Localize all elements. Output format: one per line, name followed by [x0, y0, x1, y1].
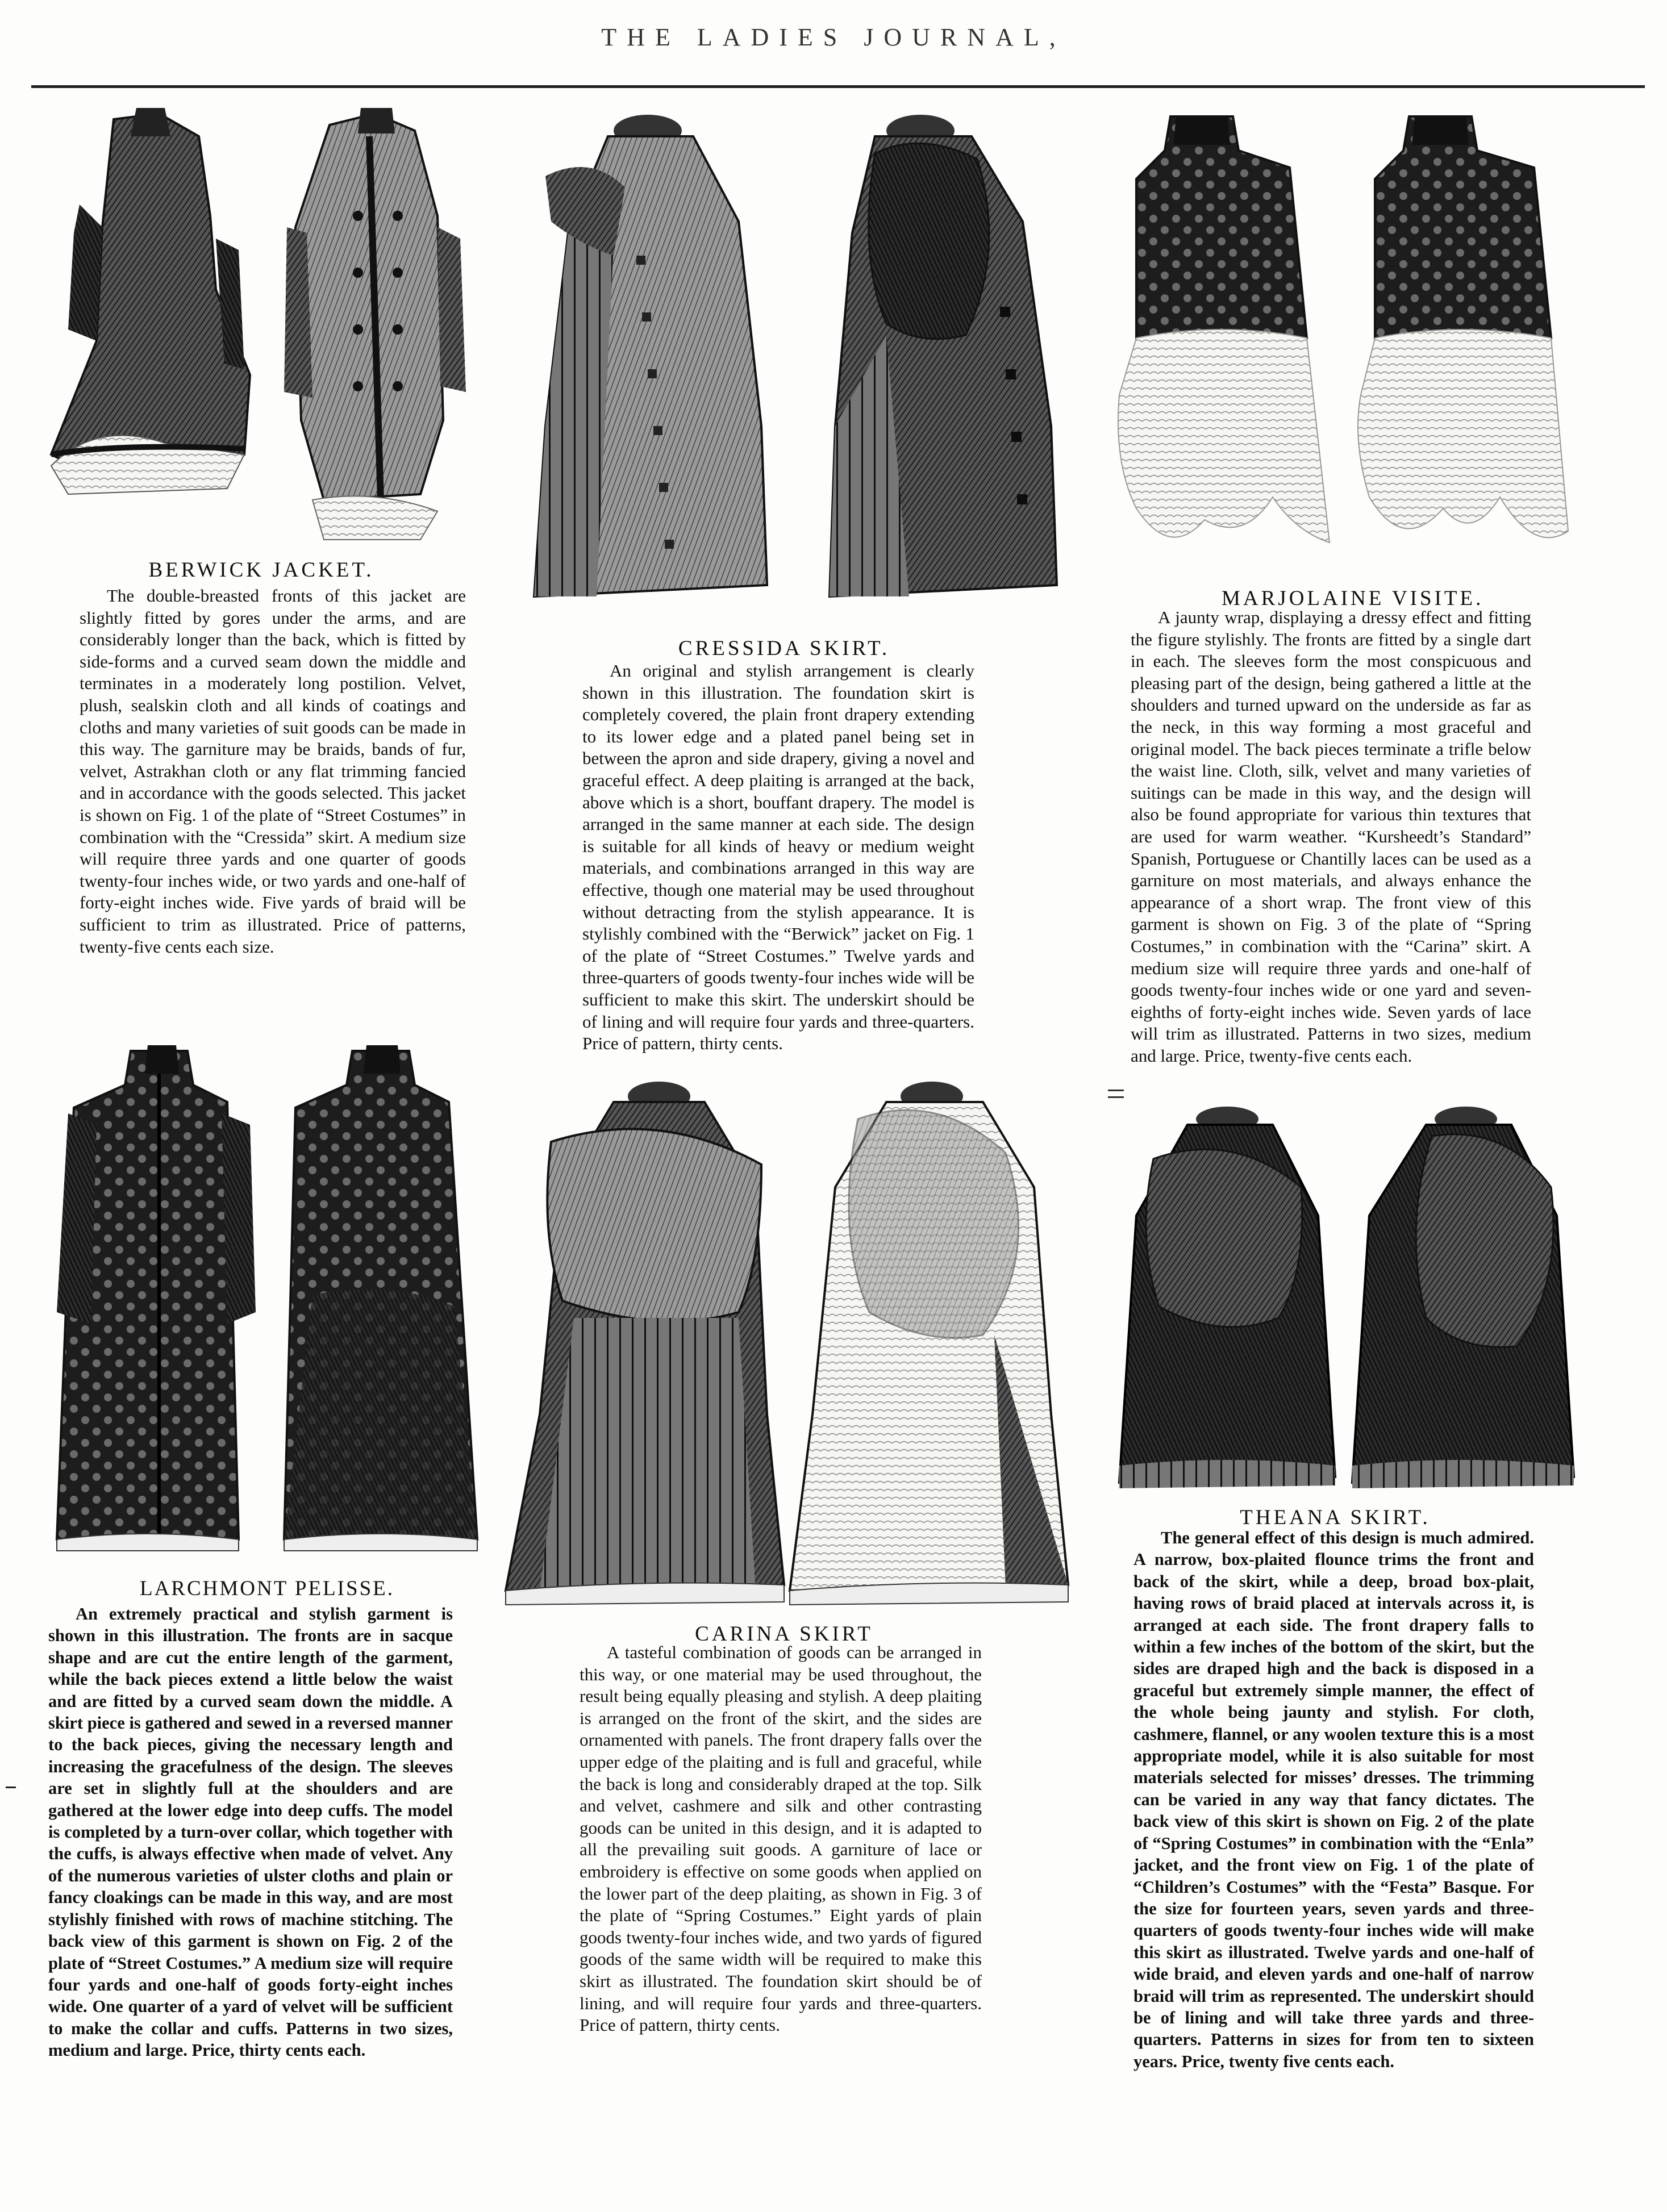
larchmont-paragraph: An extremely practical and stylish garment is shown in this illustration. The fronts are in sacque shape and are cut the entire length of the garment, while the back pieces extend a little below the waist and are fitted by a curved seam down the middle. A skirt piece is gathered and sewed in a reversed manner to the back pieces, giving the necessary length and increasing the gracefulness of the design. The sleeves are set in slightly full at the shoulders and are gathered at the lower edge into deep cuffs. The model is completed by a turn-over collar, which together with the cuffs, is always effective when made of velvet. Any of the numerous varieties of ulster cloths and plain or fancy cloakings can be made in this way, and are most stylishly finished with rows of machine stitching. The back view of this garment is shown on Fig. 2 of the plate of “Street Costumes.” A medium size will require four yards and one-half of goods forty-eight inches wide. One quarter of a yard of velvet will be sufficient to make the collar and cuffs. Patterns in two sizes, medium and large. Price, thirty cents each. — [48, 1604, 453, 2060]
cressida-body — [582, 660, 974, 1055]
theana-body — [1133, 1527, 1534, 2072]
margin-mark — [1108, 1090, 1124, 1091]
berwick-jacket-illustration — [28, 102, 494, 551]
marjolaine-paragraph: A jaunty wrap, displaying a dressy effect and fitting the figure stylishly. The fronts are fitted by a single dart in each. The sleeves form the most conspicuous and pleasing part of the design, being gathered a little at the shoulders and turned upward on the underside as far as the neck, in this way forming a most graceful and original model. The back pieces terminate a trifle below the waist line. Cloth, silk, velvet and many varieties of suitings can be made in this way, and the design will also be found appropriate for various thin textures that are used for warm weather. “Kursheedt’s Standard” Spanish, Portuguese or Chantilly laces can be used as a garniture on most materials, and always enhance the appearance of a short wrap. The front view of this garment is shown on Fig. 3 of the plate of “Spring Costumes,” in combination with the “Carina” skirt. A medium size will require three yards and one-half of goods twenty-four inches wide or one yard and seven-eighths of forty-eight inches wide. Seven yards of lace will trim as illustrated. Patterns in two sizes, medium and large. Price, twenty-five cents each. — [1131, 607, 1531, 1066]
cressida-skirt-illustration — [511, 108, 1085, 619]
margin-dash — [6, 1787, 16, 1788]
larchmont-body — [48, 1603, 453, 2061]
berwick-paragraph: The double-breasted fronts of this jacket are slightly fitted by gores under the arms, and are considerably longer than the back, which is fitted by side-forms and a curved seam down the middle and terminates in a moderately long postilion. Velvet, plush, sealskin cloth and all kinds of coatings and cloths and many varieties of suit goods can be made in this way. The garniture may be braids, bands of fur, velvet, Astrakhan cloth or any flat trimming fancied and in accordance with the goods selected. This jacket is shown on Fig. 1 of the plate of “Street Costumes” in combination with the “Cressida” skirt. A medium size will require three yards and one quarter of goods twenty-four inches wide, or two yards and one-half of forty-eight inches wide. Five yards of braid will be sufficient to trim as illustrated. Price of patterns, twenty-five cents each size. — [80, 586, 466, 957]
marjolaine-body — [1131, 607, 1531, 1067]
margin-mark — [1108, 1096, 1124, 1098]
cressida-paragraph: An original and stylish arrangement is clearly shown in this illustration. The foundation skirt is completely covered, the plain front drapery extending to its lower edge and a plated panel being set in between the apron and side drapery, giving a novel and graceful effect. A deep plaiting is arranged at the back, above which is a short, bouffant drapery. The model is arranged in the same manner at each side. The design is suitable for all kinds of heavy or medium weight materials, and combinations arranged in this way are effective, though one material may be used throughout without detracting from the stylish appearance. It is stylishly combined with the “Berwick” jacket on Fig. 1 of the plate of “Street Costumes.” Twelve yards and three-quarters of goods twenty-four inches wide will be sufficient to make this skirt. The underskirt should be of lining and will require four yards and three-quarters. Price of pattern, thirty cents. — [582, 661, 974, 1054]
carina-paragraph: A tasteful combination of goods can be arranged in this way, or one material may be used throughout, the result being equally pleasing and stylish. A deep plaiting is arranged on the front of the skirt, and the sides are ornamented with panels. The front drapery falls over the upper edge of the plaiting and is full and graceful, while the back is long and considerably draped at the top. Silk and velvet, cashmere and silk and other contrasting goods can be united in this design, and it is adapted to all the prevailing suit goods. A garniture of lace or embroidery is effective on some goods when applied on the lower part of the deep plaiting, as shown in Fig. 3 of the plate of “Spring Costumes.” Eight yards of plain goods twenty-four inches wide, and two yards of figured goods of the same width will be required to make this skirt as illustrated. The foundation skirt should be of lining, and will require four yards and three-quarters. Price of pattern, thirty cents. — [580, 1642, 982, 2035]
carina-skirt-illustration — [494, 1074, 1085, 1613]
berwick-caption: BERWICK JACKET. — [148, 558, 374, 582]
journal-header: THE LADIES JOURNAL, — [601, 23, 1066, 51]
marjolaine-caption: MARJOLAINE VISITE. — [1222, 587, 1484, 610]
cressida-caption: CRESSIDA SKIRT. — [678, 637, 890, 660]
theana-caption: THEANA SKIRT. — [1240, 1506, 1431, 1529]
larchmont-caption: LARCHMONT PELISSE. — [139, 1577, 395, 1600]
header-rule — [31, 85, 1645, 88]
larchmont-pelisse-illustration — [45, 1040, 500, 1556]
carina-caption: CARINA SKIRT — [695, 1622, 873, 1646]
theana-skirt-illustration — [1108, 1102, 1580, 1494]
berwick-body — [80, 585, 466, 958]
theana-paragraph: The general effect of this design is much admired. A narrow, box-plaited flounce trims the front and back of the skirt, while a deep, broad box-plait, having rows of braid placed at intervals across it, is arranged at each side. The front drapery falls to within a few inches of the bottom of the skirt, but the sides are draped high and the back is disposed in a graceful but extremely simple manner, the effect of the whole being jaunty and stylish. For cloth, cashmere, flannel, or any woolen texture this is a most appropriate model, while it is also suitable for most materials selected for misses’ dresses. The trimming can be varied in any way that fancy dictates. The back view of this skirt is shown on Fig. 2 of the plate of “Spring Costumes” in combination with the “Enla” jacket, and the front view on Fig. 1 of the plate of “Children’s Costumes” with the “Festa” Basque. For the size for fourteen years, seven yards and three-quarters of goods twenty-four inches wide will make this skirt as illustrated. Twelve yards and one-half of wide braid, and eleven yards and one-half of narrow braid will trim as represented. The underskirt should be of lining and will take three yards and three-quarters. Patterns in sizes for from ten to sixteen years. Price, twenty five cents each. — [1133, 1528, 1534, 2071]
marjolaine-visite-illustration — [1102, 99, 1580, 582]
carina-body — [580, 1642, 982, 2036]
